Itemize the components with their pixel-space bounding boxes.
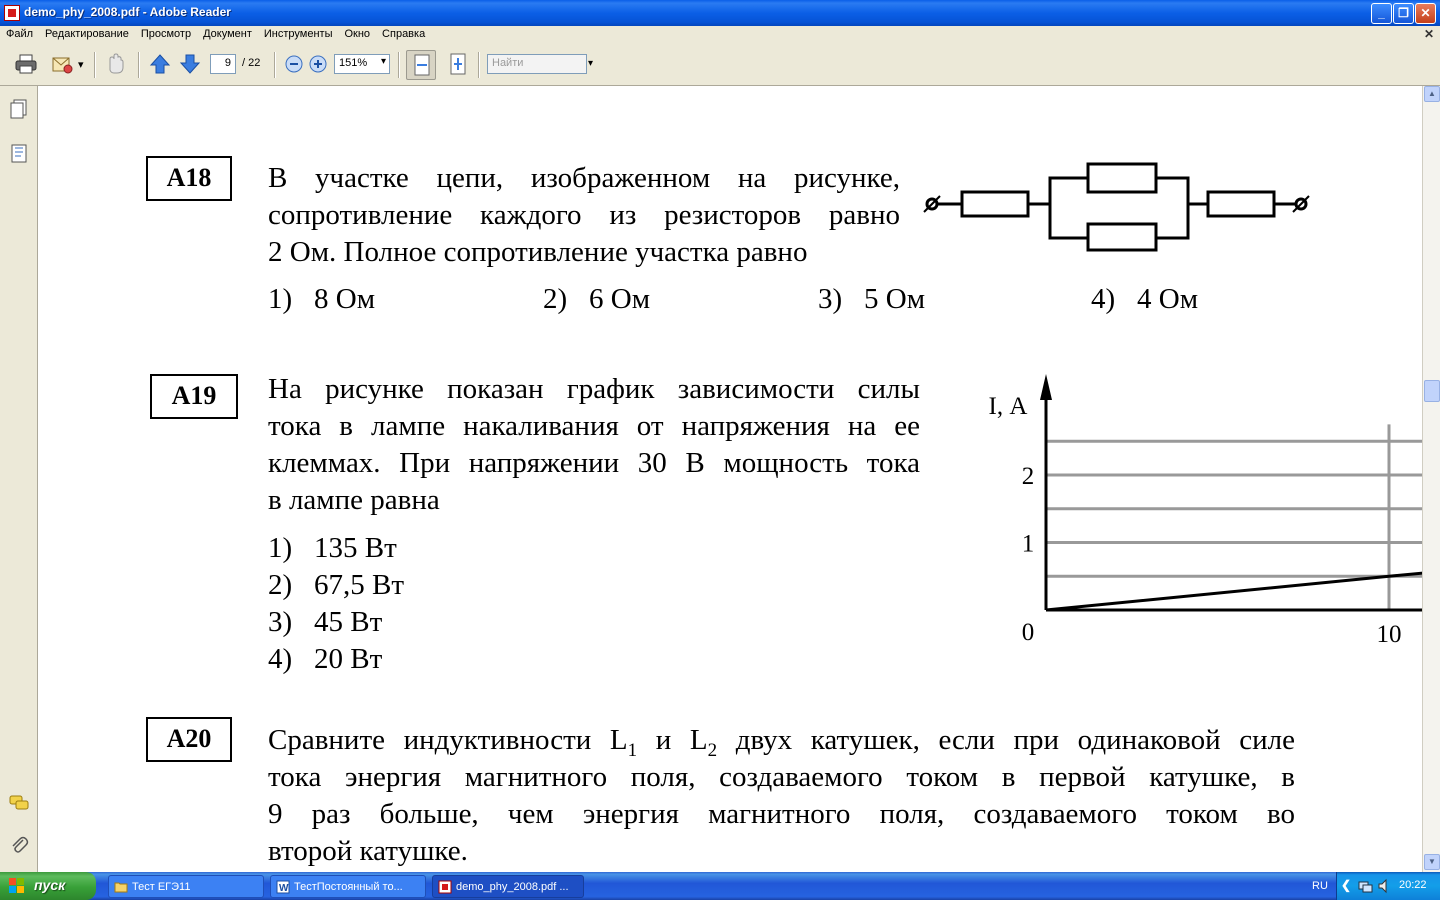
zoom-select[interactable] bbox=[334, 54, 390, 74]
bookmarks-icon[interactable] bbox=[8, 142, 30, 164]
pdf-icon bbox=[438, 880, 452, 894]
option-text: 6 Ом bbox=[589, 283, 651, 315]
search-input[interactable]: Найти bbox=[487, 54, 587, 74]
zoom-value: 151% bbox=[339, 57, 368, 69]
arrow-up-icon[interactable] bbox=[148, 52, 172, 76]
q20-text-part: Сравните индуктивности L bbox=[268, 724, 628, 756]
chart-axes bbox=[1040, 374, 1440, 616]
q20-text-line: тока энергия магнитного поля, создаваемого током в первой катушке, в bbox=[268, 761, 1295, 793]
fit-width-icon bbox=[412, 54, 432, 76]
taskbar-item[interactable] bbox=[108, 875, 264, 898]
close-button[interactable]: ✕ bbox=[1415, 3, 1436, 24]
title-bar[interactable] bbox=[0, 0, 1440, 26]
current-voltage-chart bbox=[938, 370, 1402, 660]
question-label-a19: А19 bbox=[150, 374, 238, 419]
q18-option[interactable] bbox=[818, 283, 925, 316]
q19-option[interactable] bbox=[268, 569, 404, 602]
toolbar-separator bbox=[94, 52, 96, 78]
y-tick-label: 2 bbox=[1021, 463, 1035, 490]
subscript: 1 bbox=[627, 739, 638, 761]
circuit-diagram bbox=[918, 156, 1318, 246]
resistor bbox=[1088, 224, 1156, 250]
taskbar-item-label: demo_phy_2008.pdf ... bbox=[456, 881, 569, 893]
option-number: 4) bbox=[1091, 283, 1116, 315]
restore-button[interactable]: ❐ bbox=[1393, 3, 1414, 24]
chevron-down-icon[interactable]: ▾ bbox=[78, 59, 84, 71]
scroll-up-button[interactable]: ▲ bbox=[1424, 86, 1440, 102]
q18-option[interactable] bbox=[543, 283, 650, 316]
option-text: 4 Ом bbox=[1137, 283, 1199, 315]
fit-width-button[interactable] bbox=[406, 50, 436, 80]
q18-text-line: сопротивление каждого из резисторов равно bbox=[268, 199, 900, 231]
q20-text-line: 9 раз больше, чем энергия магнитного поля, создаваемого током во bbox=[268, 798, 1295, 830]
toolbar-separator bbox=[398, 52, 400, 78]
navigation-panel bbox=[0, 86, 38, 872]
menu-edit[interactable]: Редактирование bbox=[45, 28, 129, 40]
close-document-icon[interactable]: ✕ bbox=[1423, 27, 1434, 41]
taskbar bbox=[0, 872, 1440, 900]
q18-text-line: 2 Ом. Полное сопротивление участка равно bbox=[268, 236, 808, 268]
q20-text-part: и L bbox=[637, 724, 708, 756]
y-tick-label: 1 bbox=[1021, 530, 1035, 558]
email-icon[interactable] bbox=[50, 52, 74, 76]
taskbar-item[interactable] bbox=[270, 875, 426, 898]
volume-icon[interactable] bbox=[1377, 878, 1393, 894]
network-icon[interactable] bbox=[1357, 878, 1373, 894]
y-axis-arrow bbox=[1040, 374, 1052, 400]
folder-icon bbox=[114, 880, 128, 894]
print-icon[interactable] bbox=[14, 52, 38, 76]
chevron-left-icon[interactable]: ❮ bbox=[1341, 878, 1352, 892]
q20-text-part: двух катушек, если при одинаковой силе bbox=[717, 724, 1295, 756]
origin-label: 0 bbox=[1021, 619, 1035, 646]
menu-tools[interactable]: Инструменты bbox=[263, 28, 333, 40]
resistor bbox=[962, 192, 1028, 216]
document-view[interactable] bbox=[38, 86, 1422, 872]
option-text: 67,5 Вт bbox=[314, 569, 405, 601]
word-document-icon bbox=[276, 880, 290, 894]
windows-flag-icon bbox=[9, 878, 25, 894]
chevron-down-icon[interactable]: ▾ bbox=[588, 58, 594, 69]
subscript: 2 bbox=[707, 739, 718, 761]
menu-view[interactable]: Просмотр bbox=[140, 28, 192, 40]
option-number: 3) bbox=[818, 283, 843, 315]
q19-option[interactable] bbox=[268, 606, 382, 639]
q20-text-line: второй катушке. bbox=[268, 835, 468, 867]
option-number: 2) bbox=[268, 569, 293, 601]
fit-page-icon[interactable] bbox=[446, 52, 470, 76]
option-text: 45 Вт bbox=[314, 606, 383, 638]
option-text: 8 Ом bbox=[314, 283, 376, 315]
option-text: 135 Вт bbox=[314, 532, 397, 564]
pages-icon[interactable] bbox=[8, 98, 30, 120]
chevron-down-icon: ▾ bbox=[380, 56, 386, 67]
menu-bar bbox=[0, 26, 1440, 44]
toolbar bbox=[0, 44, 1440, 86]
zoom-in-icon[interactable] bbox=[306, 52, 330, 76]
toolbar-separator bbox=[274, 52, 276, 78]
paperclip-icon[interactable] bbox=[8, 834, 30, 856]
option-number: 2) bbox=[543, 283, 568, 315]
x-tick-label: 10 bbox=[1376, 621, 1402, 648]
option-text: 5 Ом bbox=[864, 283, 926, 315]
scrollbar-thumb[interactable] bbox=[1424, 380, 1440, 402]
menu-window[interactable]: Окно bbox=[344, 28, 371, 40]
question-label-a20: А20 bbox=[146, 717, 232, 762]
vertical-scrollbar[interactable] bbox=[1422, 86, 1440, 872]
scroll-down-button[interactable]: ▼ bbox=[1424, 854, 1440, 870]
chart-series-line bbox=[1046, 441, 1440, 610]
option-number: 3) bbox=[268, 606, 293, 638]
q20-text-line bbox=[268, 724, 1295, 762]
taskbar-item-active[interactable] bbox=[432, 875, 584, 898]
system-tray bbox=[1336, 872, 1440, 900]
q19-text-line: клеммах. При напряжении 30 В мощность тока bbox=[268, 447, 920, 479]
adobe-reader-icon bbox=[4, 5, 20, 21]
menu-file[interactable]: Файл bbox=[6, 28, 34, 40]
menu-help[interactable]: Справка bbox=[382, 28, 426, 40]
toolbar-separator bbox=[138, 52, 140, 78]
option-number: 4) bbox=[268, 643, 293, 675]
q19-option[interactable] bbox=[268, 532, 397, 565]
resistor bbox=[1088, 164, 1156, 192]
q18-option[interactable] bbox=[1091, 283, 1198, 316]
option-text: 20 Вт bbox=[314, 643, 383, 675]
q19-text-line: в лампе равна bbox=[268, 484, 440, 516]
arrow-down-icon[interactable] bbox=[178, 52, 202, 76]
window-title: demo_phy_2008.pdf - Adobe Reader bbox=[24, 5, 231, 19]
comments-icon[interactable] bbox=[8, 792, 30, 814]
hand-tool-icon[interactable] bbox=[104, 52, 128, 76]
y-axis-label: I, А bbox=[988, 393, 1028, 420]
resistor bbox=[1208, 192, 1274, 216]
zoom-out-icon[interactable] bbox=[282, 52, 306, 76]
option-number: 1) bbox=[268, 532, 293, 564]
page-number-input[interactable]: 9 bbox=[210, 54, 236, 74]
taskbar-item-label: ТестПостоянный то... bbox=[294, 881, 403, 893]
language-indicator[interactable]: RU bbox=[1312, 880, 1328, 892]
q19-text-line: тока в лампе накаливания от напряжения на ее bbox=[268, 410, 920, 442]
question-label-a18: А18 bbox=[146, 156, 232, 201]
option-number: 1) bbox=[268, 283, 293, 315]
clock[interactable]: 20:22 bbox=[1399, 879, 1427, 891]
minimize-button[interactable]: _ bbox=[1371, 3, 1392, 24]
start-button[interactable] bbox=[0, 872, 96, 900]
page-total: / 22 bbox=[242, 57, 261, 69]
toolbar-separator bbox=[478, 52, 480, 78]
q18-text-line: В участке цепи, изображенном на рисунке, bbox=[268, 162, 900, 194]
q18-option[interactable] bbox=[268, 283, 375, 316]
taskbar-item-label: Тест ЕГЭ11 bbox=[132, 881, 191, 893]
menu-document[interactable]: Документ bbox=[203, 28, 252, 40]
svg-text:W: W bbox=[279, 883, 289, 894]
q19-option[interactable] bbox=[268, 643, 382, 676]
start-label: пуск bbox=[34, 877, 66, 893]
q19-text-line: На рисунке показан график зависимости силы bbox=[268, 373, 920, 405]
chart-grid bbox=[1046, 424, 1440, 610]
